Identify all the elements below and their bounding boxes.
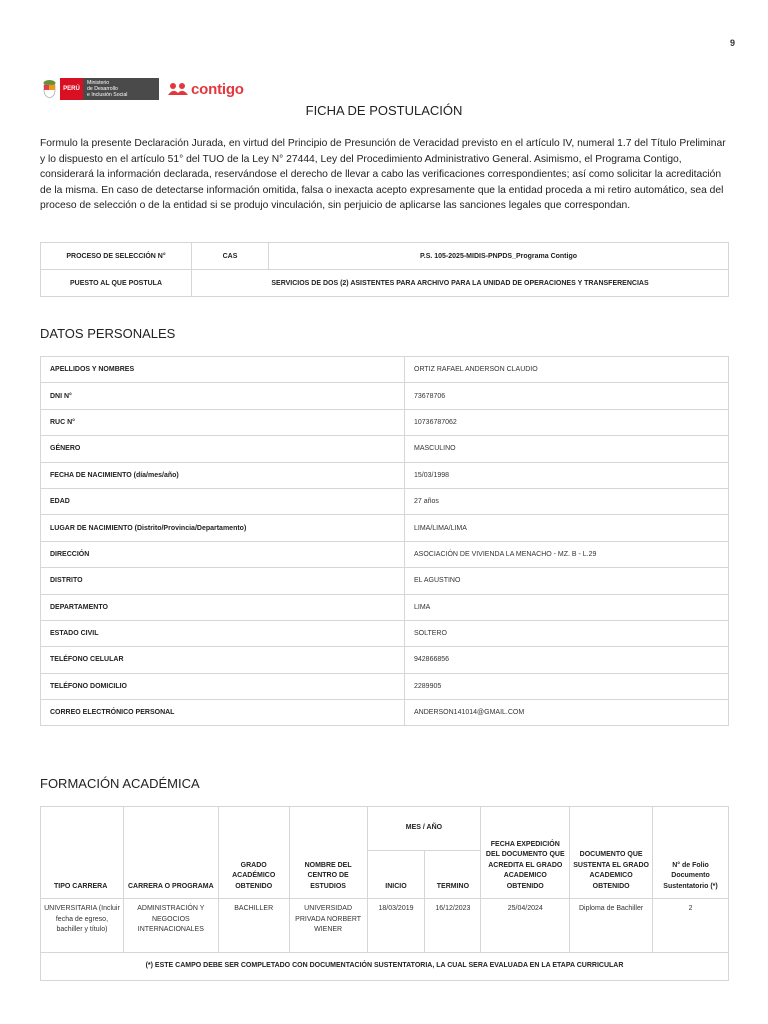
field-value: ORTIZ RAFAEL ANDERSON CLAUDIO [405, 357, 729, 383]
table-row [41, 953, 729, 981]
table-header-row [41, 807, 729, 851]
cell-termino: 16/12/2023 [425, 899, 481, 953]
header-logos [40, 77, 244, 101]
header-centro: NOMBRE DEL CENTRO DE ESTUDIOS [289, 807, 367, 899]
academic-heading: FORMACIÓN ACADÉMICA [40, 776, 200, 791]
field-value: 2289905 [405, 673, 729, 699]
table-row [41, 620, 729, 646]
field-label: TELÉFONO CELULAR [41, 647, 405, 673]
ministry-line: Ministerio [87, 80, 110, 86]
position-value: SERVICIOS DE DOS (2) ASISTENTES PARA ARCHIVO PARA LA UNIDAD DE OPERACIONES Y TRANSFERENCIAS [192, 270, 729, 297]
footnote: (*) ESTE CAMPO DEBE SER COMPLETADO CON DOCUMENTACIÓN SUSTENTATORIA, LA CUAL SERA EVALUADA EN LA ETAPA CURRICULAR [41, 953, 729, 981]
personal-data-heading: DATOS PERSONALES [40, 326, 176, 341]
header-inicio: INICIO [367, 851, 425, 899]
process-type: CAS [192, 243, 269, 270]
contigo-wordmark: contigo [191, 80, 244, 98]
header-mes-anio: MES / AÑO [367, 807, 481, 851]
table-row [41, 243, 729, 270]
cell-fecha-expedicion: 25/04/2024 [481, 899, 570, 953]
table-row [41, 488, 729, 514]
field-label: CORREO ELECTRÓNICO PERSONAL [41, 700, 405, 726]
personal-data-table [40, 356, 729, 726]
cell-inicio: 18/03/2019 [367, 899, 425, 953]
process-label: PROCESO DE SELECCIÓN N° [41, 243, 192, 270]
header-documento: DOCUMENTO QUE SUSTENTA EL GRADO ACADEMICO OBTENIDO [570, 807, 653, 899]
table-row [41, 357, 729, 383]
ministry-line: e Inclusión Social [87, 92, 128, 98]
process-table [40, 242, 729, 297]
field-value: LIMA/LIMA/LIMA [405, 515, 729, 541]
field-label: EDAD [41, 488, 405, 514]
page-number: 9 [729, 38, 735, 48]
document-title: FICHA DE POSTULACIÓN [305, 103, 463, 118]
header-fecha-expedicion: FECHA EXPEDICIÓN DEL DOCUMENTO QUE ACREDITA EL GRADO ACADEMICO OBTENIDO [481, 807, 570, 899]
field-value: 73678706 [405, 383, 729, 409]
table-row [41, 647, 729, 673]
table-row [41, 594, 729, 620]
field-label: RUC N° [41, 409, 405, 435]
field-label: ESTADO CIVIL [41, 620, 405, 646]
ministry-logo [83, 78, 159, 100]
ministry-line: de Desarrollo [87, 86, 118, 92]
table-row [41, 270, 729, 297]
header-grado: GRADO ACADÉMICO OBTENIDO [218, 807, 289, 899]
field-value: ANDERSON141014@GMAIL.COM [405, 700, 729, 726]
field-value: EL AGUSTINO [405, 568, 729, 594]
field-label: DNI N° [41, 383, 405, 409]
table-row [41, 383, 729, 409]
field-label: TELÉFONO DOMICILIO [41, 673, 405, 699]
peru-logo: PERÚ [60, 78, 83, 100]
cell-carrera: ADMINISTRACIÓN Y NEGOCIOS INTERNACIONALES [123, 899, 218, 953]
field-value: 27 años [405, 488, 729, 514]
cell-folio: 2 [653, 899, 729, 953]
field-label: DEPARTAMENTO [41, 594, 405, 620]
field-label: APELLIDOS Y NOMBRES [41, 357, 405, 383]
header-folio: N° de Folio Documento Sustentatorio (*) [653, 807, 729, 899]
table-row [41, 409, 729, 435]
people-icon [167, 82, 189, 96]
declaration-paragraph: Formulo la presente Declaración Jurada, en virtud del Principio de Presunción de Veracidad previsto en el artículo IV, numeral 1.7 del Título Preliminar y lo dispuesto en el artículo 51° del TUO de la Ley N° 27444, Ley del Procedimiento Administrativo General. Asimismo, el Programa Contigo, considerará la información declarada, reservándose el derecho de llevar a cabo las verificaciones correspondientes; así como solicitar la acreditación de la misma. En caso de detectarse información omitida, falsa o inexacta acepto expresamente que la entidad proceda a mi retiro automático, sea del proceso de selección o de la entidad si se produjo vinculación, sin perjuicio de aplicarse las sanciones legales que correspondan. [40, 138, 726, 212]
table-row [41, 462, 729, 488]
field-value: 10736787062 [405, 409, 729, 435]
field-value: SOLTERO [405, 620, 729, 646]
academic-table [40, 806, 729, 981]
field-value: LIMA [405, 594, 729, 620]
cell-centro: UNIVERSIDAD PRIVADA NORBERT WIENER [289, 899, 367, 953]
header-carrera: CARRERA O PROGRAMA [123, 807, 218, 899]
coat-of-arms-icon [40, 78, 58, 100]
field-value: 15/03/1998 [405, 462, 729, 488]
field-label: FECHA DE NACIMIENTO (día/mes/año) [41, 462, 405, 488]
table-row [41, 899, 729, 953]
field-label: DISTRITO [41, 568, 405, 594]
position-label: PUESTO AL QUE POSTULA [41, 270, 192, 297]
header-termino: TERMINO [425, 851, 481, 899]
process-value: P.S. 105-2025-MIDIS-PNPDS_Programa Contigo [269, 243, 729, 270]
field-value: MASCULINO [405, 436, 729, 462]
table-row [41, 541, 729, 567]
field-value: 942866856 [405, 647, 729, 673]
field-value: ASOCIACIÓN DE VIVIENDA LA MENACHO - MZ. B - L.29 [405, 541, 729, 567]
table-row [41, 700, 729, 726]
contigo-logo [167, 81, 244, 98]
cell-documento: Diploma de Bachiller [570, 899, 653, 953]
field-label: DIRECCIÓN [41, 541, 405, 567]
field-label: LUGAR DE NACIMIENTO (Distrito/Provincia/Departamento) [41, 515, 405, 541]
table-row [41, 568, 729, 594]
table-row [41, 673, 729, 699]
cell-grado: BACHILLER [218, 899, 289, 953]
table-row [41, 515, 729, 541]
table-row [41, 436, 729, 462]
cell-tipo: UNIVERSITARIA (Incluir fecha de egreso, bachiller y título) [41, 899, 124, 953]
header-tipo: TIPO CARRERA [41, 807, 124, 899]
field-label: GÉNERO [41, 436, 405, 462]
